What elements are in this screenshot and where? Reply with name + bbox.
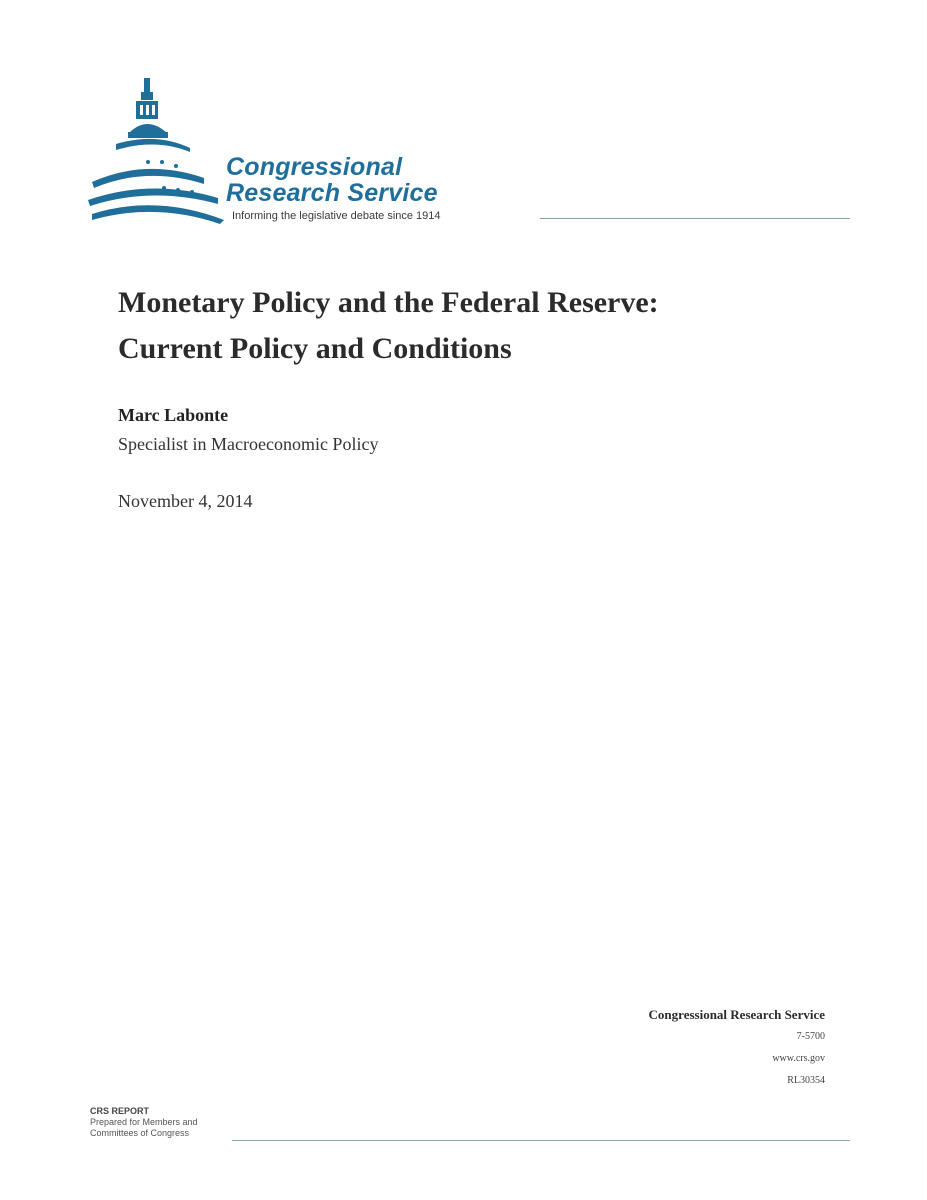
- website: www.crs.gov: [772, 1053, 825, 1064]
- report-date: November 4, 2014: [118, 491, 253, 511]
- report-number: RL30354: [787, 1075, 825, 1086]
- organization-name-line2: Research Service: [226, 179, 438, 207]
- tagline: Informing the legislative debate since 1914: [232, 210, 441, 222]
- author-role: Specialist in Macroeconomic Policy: [118, 434, 379, 454]
- publication-info: [649, 1004, 825, 1092]
- capitol-dome-icon: [86, 74, 228, 226]
- footer-divider: [232, 1140, 850, 1141]
- crs-report-label: CRS REPORT: [90, 1106, 150, 1116]
- organization-name: [226, 154, 546, 206]
- crs-report-line2: Committees of Congress: [90, 1128, 190, 1138]
- publisher-name: Congressional Research Service: [648, 1007, 825, 1022]
- report-title-line2: Current Policy and Conditions: [118, 332, 512, 365]
- header-divider: [540, 218, 850, 219]
- author-name: Marc Labonte: [118, 405, 229, 425]
- report-title: [118, 280, 818, 372]
- crs-report-line1: Prepared for Members and: [90, 1117, 198, 1127]
- report-title-line1: Monetary Policy and the Federal Reserve:: [118, 286, 659, 319]
- crs-report-note: [90, 1106, 198, 1139]
- organization-name-line1: Congressional: [226, 153, 403, 181]
- document-code: 7-5700: [796, 1031, 825, 1042]
